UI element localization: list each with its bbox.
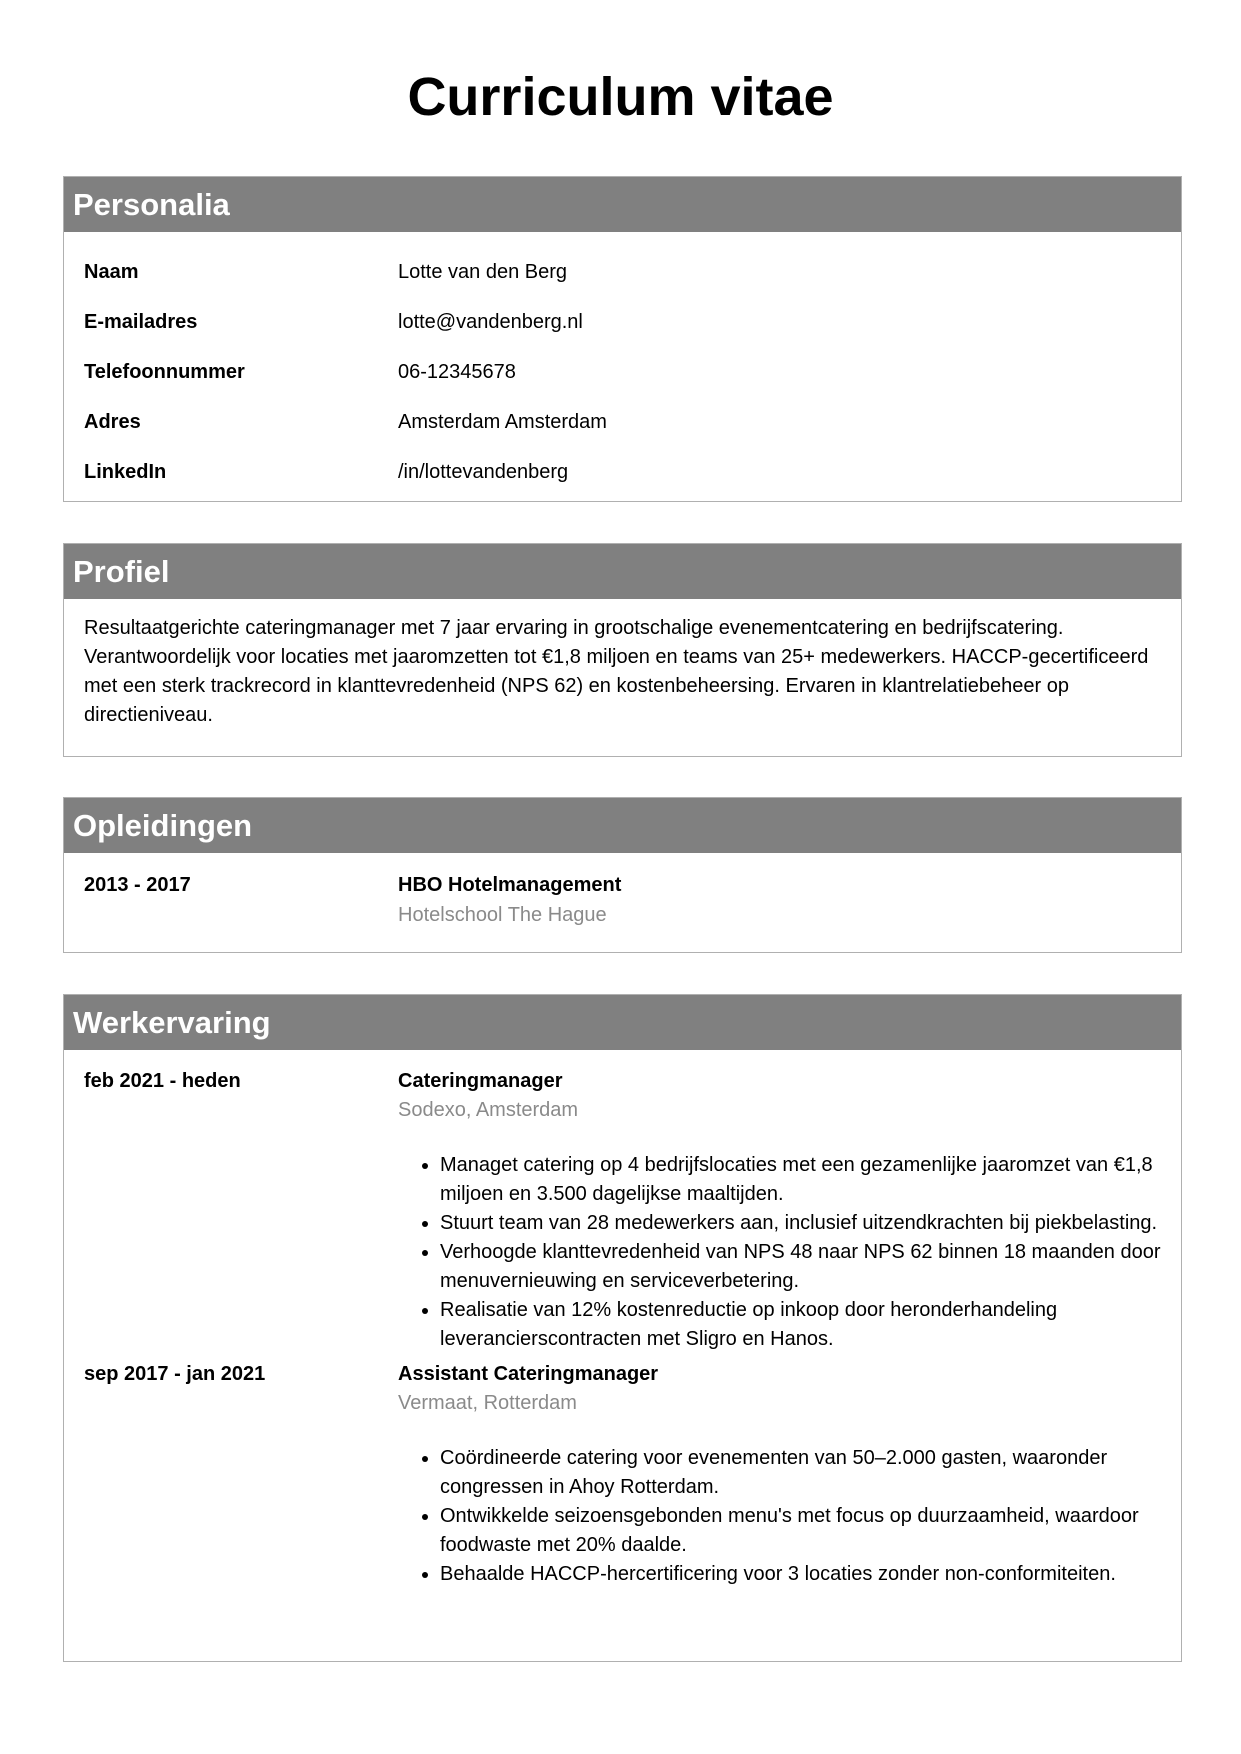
address-label: Adres <box>84 411 141 433</box>
address-value: Amsterdam Amsterdam <box>398 411 607 433</box>
personalia-row-name <box>84 247 1161 297</box>
job-bullet: • Behaalde HACCP-hercertificering voor 3 locaties zonder non-conformiteiten. <box>440 1560 1161 1589</box>
personalia-row-address <box>84 397 1161 447</box>
profiel-body <box>64 599 1181 730</box>
job-bullets <box>398 1444 1161 1589</box>
education-period: 2013 - 2017 <box>84 874 191 896</box>
job-entry <box>84 1360 1161 1589</box>
personalia-row-email <box>84 297 1161 347</box>
phone-value: 06-12345678 <box>398 361 516 383</box>
job-company: Vermaat, Rotterdam <box>398 1392 577 1414</box>
werkervaring-body <box>64 1050 1181 1589</box>
personalia-row-linkedin <box>84 447 1161 497</box>
job-bullet: • Realisatie van 12% kostenreductie op inkoop door heronderhandeling leverancierscontracten met Sligro en Hanos. <box>440 1296 1161 1354</box>
name-label: Naam <box>84 261 139 283</box>
linkedin-label: LinkedIn <box>84 461 167 483</box>
job-bullet: • Stuurt team van 28 medewerkers aan, inclusief uitzendkrachten bij piekbelasting. <box>440 1209 1161 1238</box>
personalia-section <box>63 176 1182 502</box>
email-label: E-mailadres <box>84 311 198 333</box>
job-details <box>398 1360 1161 1589</box>
email-value: lotte@vandenberg.nl <box>398 311 583 333</box>
job-period: sep 2017 - jan 2021 <box>84 1363 266 1385</box>
job-entry <box>84 1067 1161 1354</box>
personalia-row-phone <box>84 347 1161 397</box>
profiel-section <box>63 543 1182 757</box>
phone-label: Telefoonnummer <box>84 361 245 383</box>
job-bullets <box>398 1151 1161 1354</box>
job-bullet: • Managet catering op 4 bedrijfslocaties met een gezamenlijke jaaromzet van €1,8 miljoen en 3.500 dagelijkse maaltijden. <box>440 1151 1161 1209</box>
opleidingen-heading: Opleidingen <box>64 798 1181 853</box>
linkedin-value: /in/lottevandenberg <box>398 461 569 483</box>
job-title: Assistant Cateringmanager <box>398 1363 659 1385</box>
job-title: Cateringmanager <box>398 1070 563 1092</box>
name-value: Lotte van den Berg <box>398 261 568 283</box>
profiel-text: Resultaatgerichte cateringmanager met 7 jaar ervaring in grootschalige evenementcatering en bedrijfscatering. Verantwoordelijk voor locaties met jaaromzetten tot €1,8 miljoen en teams van 25+ medewerkers. HACCP-gecertificeerd met een sterk trackrecord in klanttevredenheid (NPS 62) en kostenbeheersing. Ervaren in klantrelatiebeheer op directieniveau. <box>84 617 1149 726</box>
personalia-heading: Personalia <box>64 177 1181 232</box>
werkervaring-heading: Werkervaring <box>64 995 1181 1050</box>
werkervaring-section <box>63 994 1182 1662</box>
job-bullet: • Ontwikkelde seizoensgebonden menu's met focus op duurzaamheid, waardoor foodwaste met 20% daalde. <box>440 1502 1161 1560</box>
education-details <box>398 870 1161 930</box>
job-company: Sodexo, Amsterdam <box>398 1099 579 1121</box>
education-institution: Hotelschool The Hague <box>398 904 607 926</box>
education-entry <box>84 870 1161 930</box>
education-title: HBO Hotelmanagement <box>398 874 622 896</box>
job-bullet: • Coördineerde catering voor evenementen van 50–2.000 gasten, waaronder congressen in Ahoy Rotterdam. <box>440 1444 1161 1502</box>
profiel-heading: Profiel <box>64 544 1181 599</box>
page-title: Curriculum vitae <box>407 67 834 127</box>
opleidingen-section <box>63 797 1182 953</box>
job-period: feb 2021 - heden <box>84 1070 241 1092</box>
job-details <box>398 1067 1161 1354</box>
opleidingen-body <box>64 853 1181 930</box>
personalia-body <box>64 232 1181 497</box>
job-bullet: • Verhoogde klanttevredenheid van NPS 48 naar NPS 62 binnen 18 maanden door menuvernieuwing en serviceverbetering. <box>440 1238 1161 1296</box>
